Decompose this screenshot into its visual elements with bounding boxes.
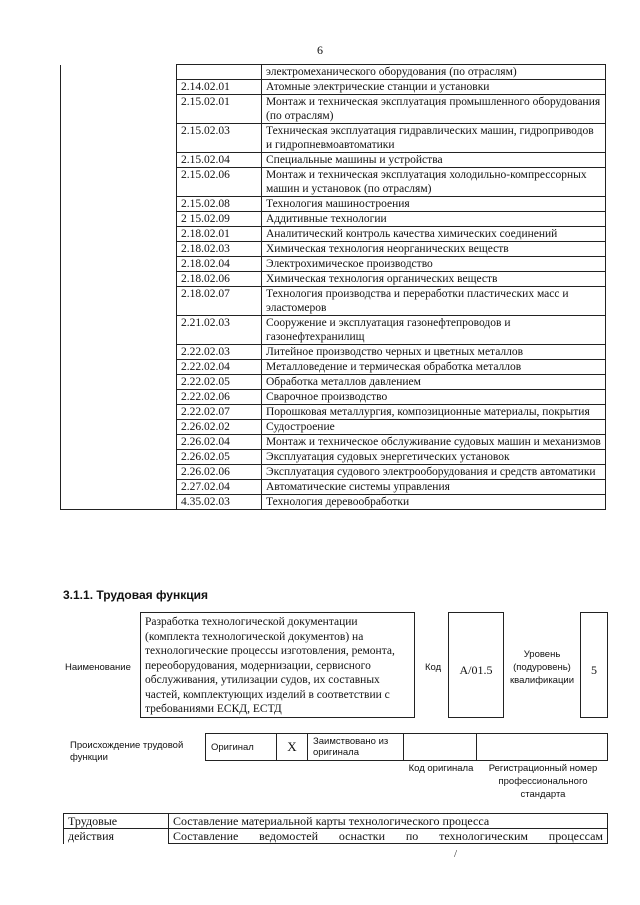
specialty-codes-table: [60, 64, 606, 510]
specialty-name: Судостроение: [262, 420, 606, 435]
table-row: [61, 80, 606, 95]
action-item: Составление материальной карты технологического процесса: [169, 814, 608, 829]
specialty-code: 2.15.02.01: [177, 95, 262, 124]
blank-cell: [61, 212, 177, 227]
origin-label: Происхождение трудовой функции: [70, 740, 184, 763]
specialty-code: 2.26.02.06: [177, 465, 262, 480]
table-row: [61, 345, 606, 360]
section-title: 3.1.1. Трудовая функция: [63, 588, 208, 602]
table-row: [61, 242, 606, 257]
specialty-code: 2.22.02.05: [177, 375, 262, 390]
table-row: [61, 65, 606, 80]
labor-actions-table: [63, 813, 608, 844]
specialty-name: Аналитический контроль качества химических соединений: [262, 227, 606, 242]
specialty-code: 2.18.02.04: [177, 257, 262, 272]
table-row: [61, 227, 606, 242]
specialty-name: Технология производства и переработки пластических масс и эластомеров: [262, 287, 606, 316]
qualification-level-label: Уровень (подуровень) квалификации: [509, 649, 575, 686]
table-row: [61, 287, 606, 316]
specialty-code: 2.15.02.06: [177, 168, 262, 197]
blank-cell: [61, 80, 177, 95]
table-row: [61, 95, 606, 124]
specialty-name: электромеханического оборудования (по отраслям): [262, 65, 606, 80]
table-row: [61, 257, 606, 272]
table-row: [61, 435, 606, 450]
blank-cell: [61, 480, 177, 495]
specialty-code: 2.26.02.05: [177, 450, 262, 465]
specialty-name: Специальные машины и устройства: [262, 153, 606, 168]
code-label: Код: [425, 662, 442, 673]
specialty-code: 2.15.02.04: [177, 153, 262, 168]
specialty-code: 2.14.02.01: [177, 80, 262, 95]
table-row: [61, 495, 606, 510]
specialty-code: 2.26.02.04: [177, 435, 262, 450]
blank-cell: [61, 227, 177, 242]
table-row: [61, 480, 606, 495]
table-row: [61, 405, 606, 420]
blank-cell: [61, 450, 177, 465]
stray-mark: /: [454, 848, 458, 860]
specialty-name: Монтаж и техническая эксплуатация холодильно-компрессорных машин и установок (по отраслям): [262, 168, 606, 197]
specialty-name: Монтаж и техническое обслуживание судовых машин и механизмов: [262, 435, 606, 450]
specialty-name: Металловедение и термическая обработка металлов: [262, 360, 606, 375]
specialty-code: 2.18.02.01: [177, 227, 262, 242]
specialty-name: Обработка металлов давлением: [262, 375, 606, 390]
table-row: [61, 272, 606, 287]
specialty-name: Эксплуатация судового электрооборудования и средств автоматики: [262, 465, 606, 480]
specialty-code: 2.18.02.07: [177, 287, 262, 316]
specialty-code: 2.18.02.06: [177, 272, 262, 287]
blank-cell: [61, 345, 177, 360]
specialty-name: Химическая технология неорганических веществ: [262, 242, 606, 257]
actions-label-2: действия: [64, 829, 169, 844]
blank-cell: [61, 257, 177, 272]
table-row: [61, 375, 606, 390]
blank-cell: [61, 495, 177, 510]
blank-cell: [61, 65, 177, 80]
blank-cell: [61, 360, 177, 375]
page-number: 6: [317, 43, 323, 57]
specialty-code: 2.15.02.03: [177, 124, 262, 153]
specialty-name: Химическая технология органических веществ: [262, 272, 606, 287]
origin-table: [205, 733, 608, 761]
specialty-name: Технология деревообработки: [262, 495, 606, 510]
actions-label-1: Трудовые: [64, 814, 169, 829]
origin-original-cell: Оригинал: [206, 734, 277, 761]
specialty-name: Электрохимическое производство: [262, 257, 606, 272]
specialty-name: Сооружение и эксплуатация газонефтепроводов и газонефтехранилищ: [262, 316, 606, 345]
specialty-code: 2.15.02.08: [177, 197, 262, 212]
table-row: [61, 465, 606, 480]
table-row: [61, 197, 606, 212]
specialty-name: Литейное производство черных и цветных металлов: [262, 345, 606, 360]
qualification-level-box: 5: [580, 612, 608, 718]
table-row: [61, 420, 606, 435]
table-row: [61, 212, 606, 227]
blank-cell: [61, 375, 177, 390]
table-row: [61, 316, 606, 345]
blank-cell: [61, 316, 177, 345]
origin-borrowed-cell: Заимствовано из оригинала: [308, 734, 404, 761]
blank-cell: [61, 435, 177, 450]
blank-cell: [61, 420, 177, 435]
blank-cell: [61, 465, 177, 480]
function-code-box: A/01.5: [448, 612, 504, 718]
table-row: [61, 153, 606, 168]
specialty-code: 2.18.02.03: [177, 242, 262, 257]
table-row: [61, 360, 606, 375]
specialty-name: Техническая эксплуатация гидравлических машин, гидроприводов и гидропневмоавтоматики: [262, 124, 606, 153]
specialty-code: 2.22.02.06: [177, 390, 262, 405]
blank-cell: [61, 287, 177, 316]
blank-cell: [61, 95, 177, 124]
specialty-name: Атомные электрические станции и установки: [262, 80, 606, 95]
specialty-name: Эксплуатация судовых энергетических установок: [262, 450, 606, 465]
action-item: Составление ведомостей оснастки по технологическим процессам: [169, 829, 608, 844]
specialty-name: Порошковая металлургия, композиционные материалы, покрытия: [262, 405, 606, 420]
specialty-code: [177, 65, 262, 80]
blank-cell: [61, 390, 177, 405]
table-row: [61, 124, 606, 153]
specialty-code: 2.22.02.07: [177, 405, 262, 420]
specialty-name: Сварочное производство: [262, 390, 606, 405]
blank-cell: [61, 272, 177, 287]
specialty-name: Монтаж и техническая эксплуатация промышленного оборудования (по отраслям): [262, 95, 606, 124]
origin-code-caption: Код оригинала: [408, 763, 474, 774]
specialty-name: Автоматические системы управления: [262, 480, 606, 495]
table-row: [61, 390, 606, 405]
blank-cell: [61, 124, 177, 153]
origin-reg-caption: Регистрационный номер профессионального стандарта: [488, 763, 598, 800]
specialty-code: 2.22.02.04: [177, 360, 262, 375]
blank-cell: [61, 168, 177, 197]
function-name-box: Разработка технологической документации (комплекта технологической документов) на технологические процессы изготовления, ремонта, переоборудования, модернизации, сервисного обслуживания, утилизации судов, их составных частей, комплектующих изделий в соответствии с требованиями ЕСКД, ЕСТД: [140, 612, 415, 718]
origin-mark-cell: X: [277, 734, 308, 761]
specialty-code: 2.27.02.04: [177, 480, 262, 495]
specialty-code: 2 15.02.09: [177, 212, 262, 227]
name-label: Наименование: [65, 662, 131, 673]
blank-cell: [61, 405, 177, 420]
table-row: [61, 450, 606, 465]
specialty-name: Технология машиностроения: [262, 197, 606, 212]
origin-reg-cell: [477, 734, 608, 761]
specialty-name: Аддитивные технологии: [262, 212, 606, 227]
blank-cell: [61, 242, 177, 257]
specialty-code: 2.21.02.03: [177, 316, 262, 345]
blank-cell: [61, 153, 177, 168]
blank-cell: [61, 197, 177, 212]
specialty-code: 4.35.02.03: [177, 495, 262, 510]
specialty-code: 2.26.02.02: [177, 420, 262, 435]
specialty-code: 2.22.02.03: [177, 345, 262, 360]
origin-code-cell: [404, 734, 477, 761]
table-row: [61, 168, 606, 197]
